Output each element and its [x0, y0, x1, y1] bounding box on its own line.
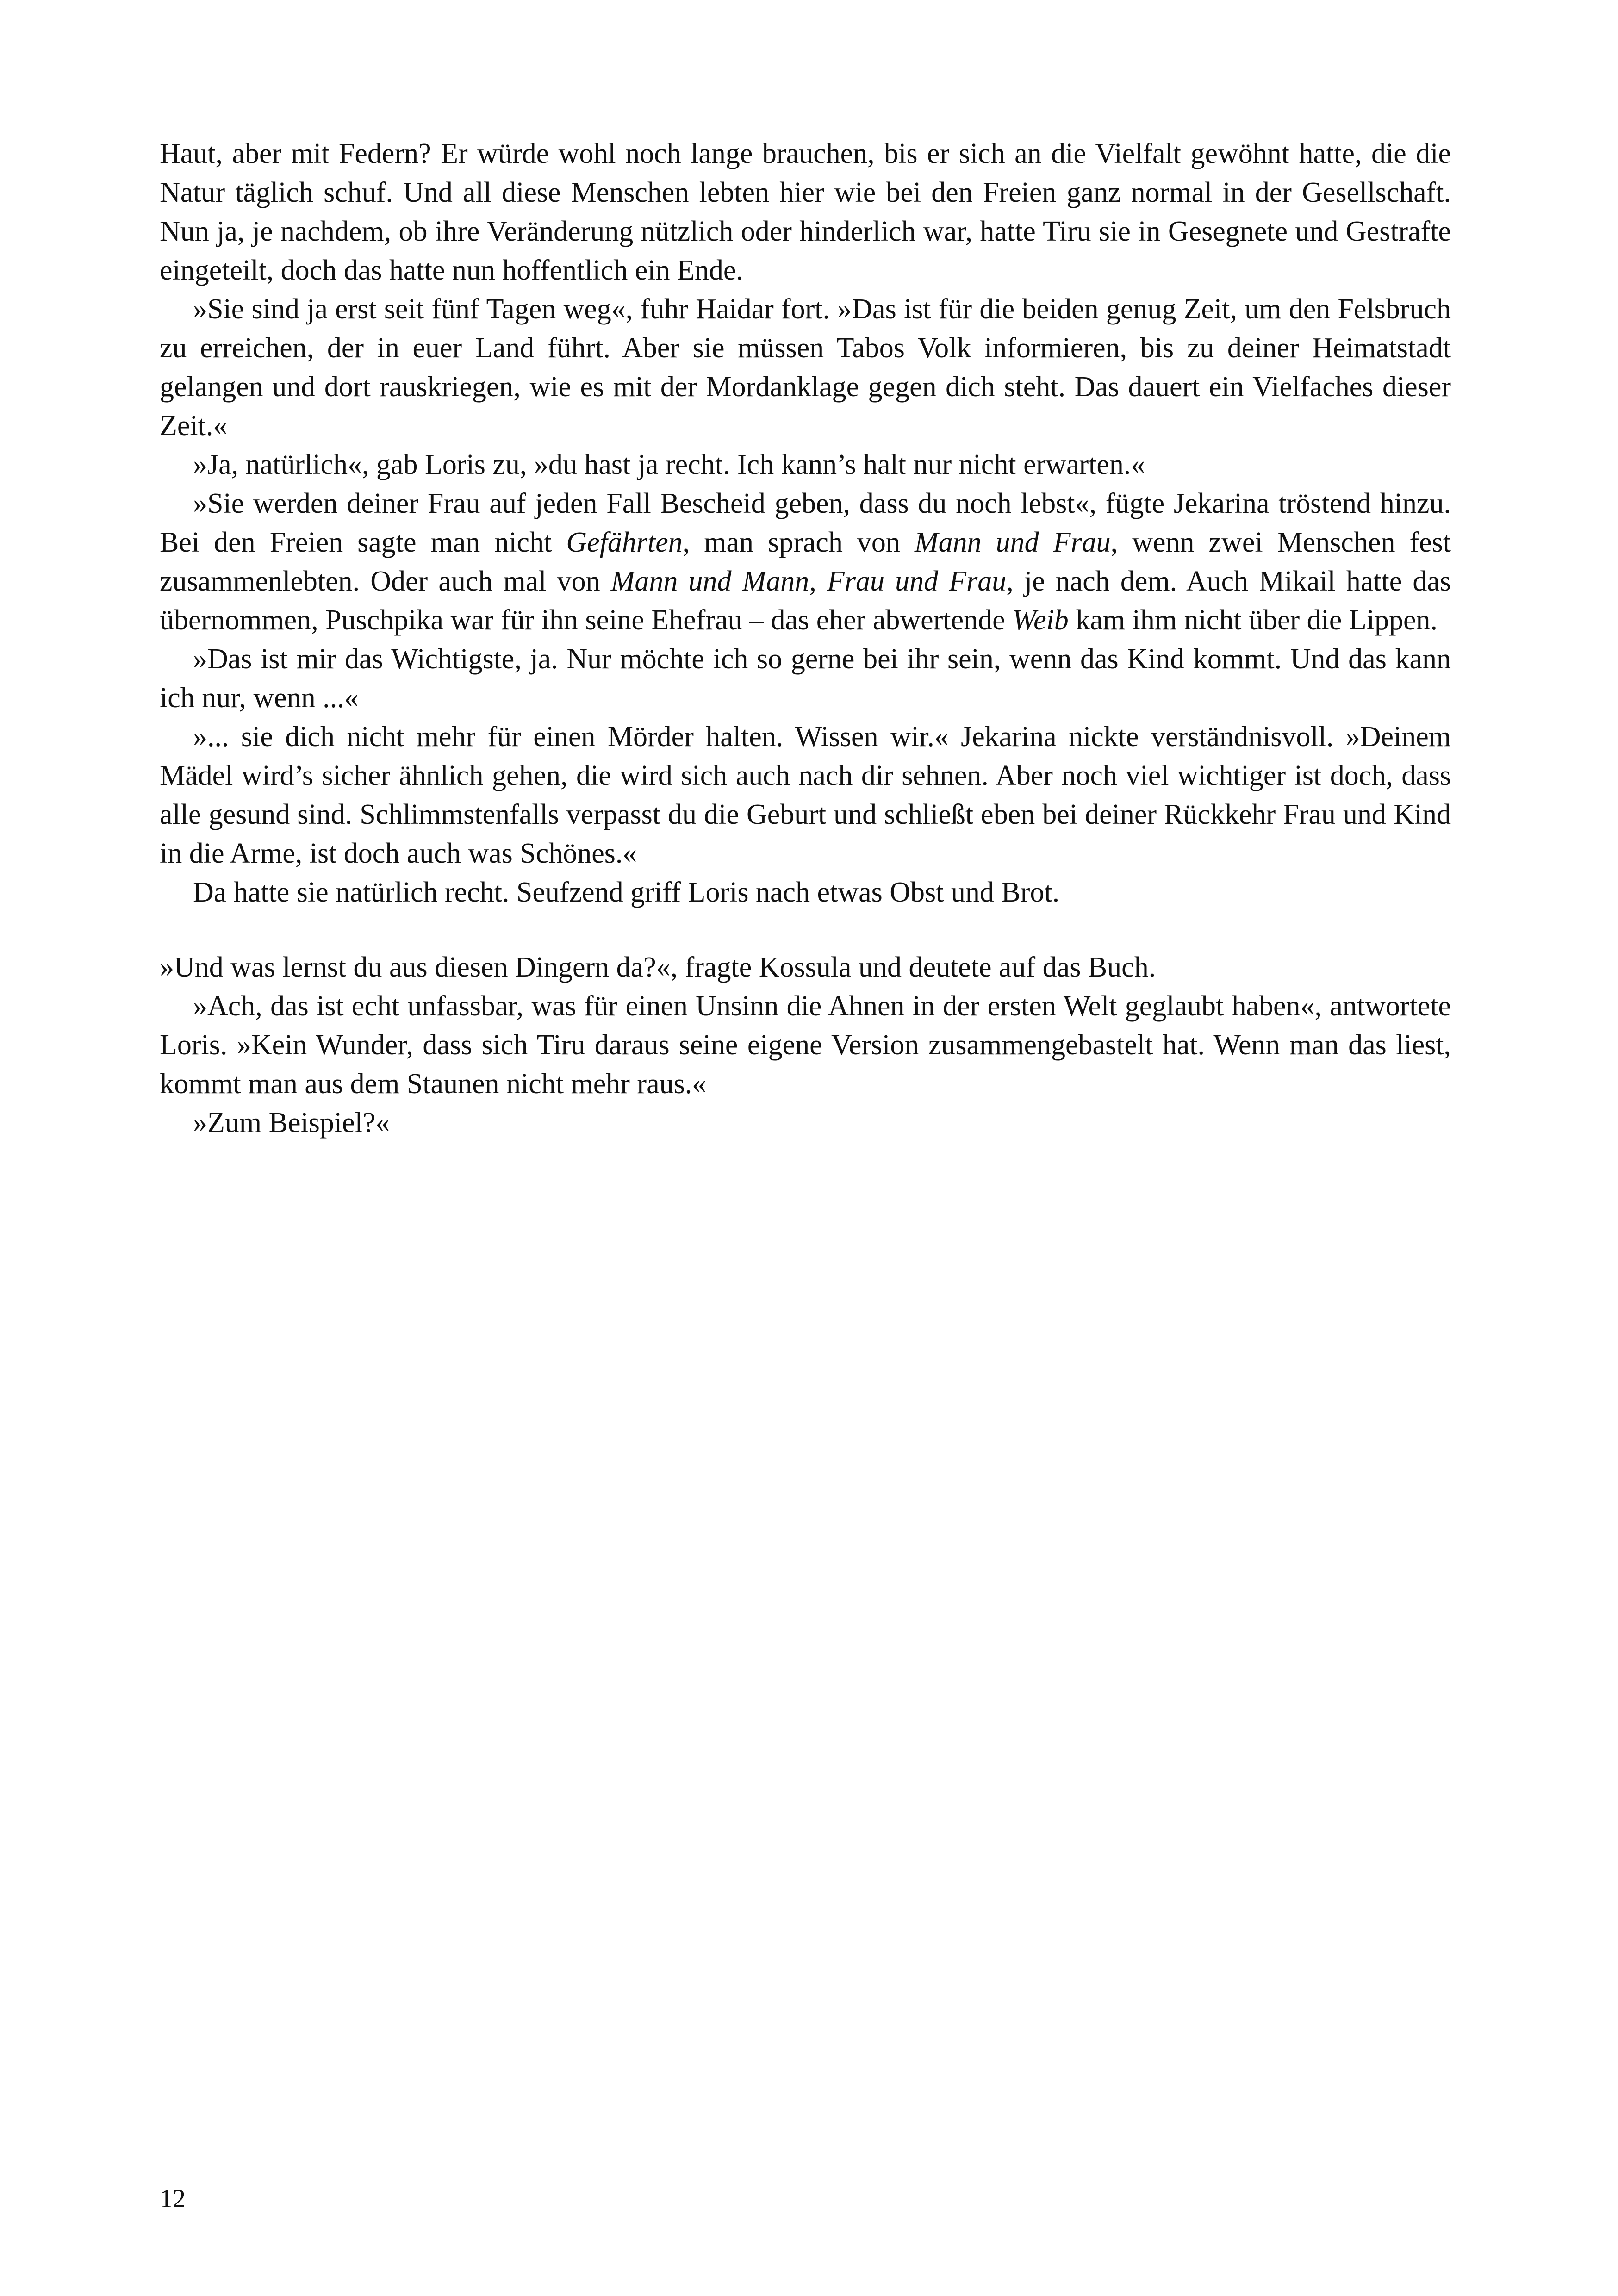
paragraph: »Sie werden deiner Frau auf jeden Fall Bescheid geben, dass du noch lebst«, fügte Jekarina tröstend hinzu. Bei den Freien sagte man nicht Gefährten, man sprach von Mann und Frau, wenn zwei Menschen fest zusammenlebten. Oder auch mal von Mann und Mann, Frau und Frau, je nach dem. Auch Mikail hatte das übernommen, Puschpika war für ihn seine Ehefrau – das eher abwertende Weib kam ihm nicht über die Lippen. [160, 488, 1451, 636]
emphasis-text: Weib [1012, 604, 1069, 636]
emphasis-text: Mann und Frau [914, 527, 1111, 558]
paragraph: »Ach, das ist echt unfassbar, was für einen Unsinn die Ahnen in der ersten Welt geglaubt haben«, antwortete Loris. »Kein Wunder, dass sich Tiru daraus seine eigene Version zusammengebastelt hat. Wenn man das liest, kommt man aus dem Staunen nicht mehr raus.« [160, 990, 1451, 1100]
paragraph: Haut, aber mit Federn? Er würde wohl noch lange brauchen, bis er sich an die Vielfalt gewöhnt hatte, die die Natur täglich schuf. Und all diese Menschen lebten hier wie bei den Freien ganz normal in der Gesellschaft. Nun ja, je nachdem, ob ihre Veränderung nützlich oder hinderlich war, hatte Tiru sie in Gesegnete und Gestrafte eingeteilt, doch das hatte nun hoffentlich ein Ende. [160, 138, 1451, 286]
emphasis-text: Mann und Mann [610, 566, 809, 597]
paragraph: »Zum Beispiel?« [193, 1107, 390, 1139]
emphasis-text: Gefährten [566, 527, 683, 558]
paragraph-break [160, 912, 1451, 948]
paragraph: »Das ist mir das Wichtigste, ja. Nur möchte ich so gerne bei ihr sein, wenn das Kind kommt. Und das kann ich nur, wenn ...« [160, 643, 1451, 714]
emphasis-text: Frau und Frau [827, 566, 1007, 597]
paragraph: »Und was lernst du aus diesen Dingern da?«, fragte Kossula und deutete auf das Buch. [160, 952, 1156, 983]
paragraph: Da hatte sie natürlich recht. Seufzend griff Loris nach etwas Obst und Brot. [193, 877, 1060, 908]
body-text [160, 134, 1451, 1142]
paragraph: »Ja, natürlich«, gab Loris zu, »du hast ja recht. Ich kann’s halt nur nicht erwarten.« [193, 449, 1145, 480]
page-number: 12 [160, 2184, 186, 2213]
paragraph: »Sie sind ja erst seit fünf Tagen weg«, fuhr Haidar fort. »Das ist für die beiden genug Zeit, um den Felsbruch zu erreichen, der in euer Land führt. Aber sie müssen Tabos Volk informieren, bis zu deiner Heimatstadt gelangen und dort rauskriegen, wie es mit der Mordanklage gegen dich steht. Das dauert ein Vielfaches dieser Zeit.« [160, 293, 1451, 442]
paragraph: »... sie dich nicht mehr für einen Mörder halten. Wissen wir.« Jekarina nickte verständnisvoll. »Deinem Mädel wird’s sicher ähnlich gehen, die wird sich auch nach dir sehnen. Aber noch viel wichtiger ist doch, dass alle gesund sind. Schlimmstenfalls verpasst du die Geburt und schließt eben bei deiner Rückkehr Frau und Kind in die Arme, ist doch auch was Schönes.« [160, 721, 1451, 869]
